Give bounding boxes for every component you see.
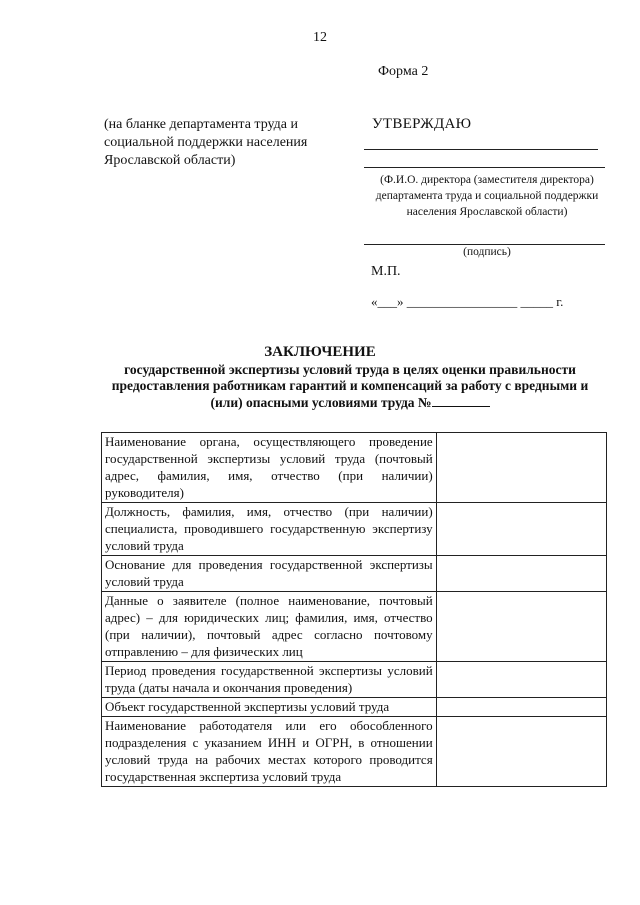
row-label: Наименование органа, осуществляющего проведение государственной экспертизы условий труда (почтовый адрес, фамилия, имя, отчество (при наличии) руководителя) bbox=[102, 433, 437, 503]
expertise-table bbox=[101, 432, 607, 787]
row-value-cell bbox=[436, 433, 606, 503]
approval-name-line-2 bbox=[364, 167, 605, 168]
row-label: Период проведения государственной экспертизы условий труда (даты начала и окончания проведения) bbox=[102, 662, 437, 698]
row-label: Должность, фамилия, имя, отчество (при наличии) специалиста, проводившего государственную экспертизу условий труда bbox=[102, 503, 437, 556]
approval-heading: УТВЕРЖДАЮ bbox=[372, 116, 472, 132]
table-row bbox=[102, 433, 607, 503]
row-value-cell bbox=[436, 717, 606, 787]
document-title: ЗАКЛЮЧЕНИЕ bbox=[264, 344, 376, 360]
row-label: Объект государственной экспертизы условий труда bbox=[102, 698, 437, 717]
row-value-cell bbox=[436, 662, 606, 698]
document-subtitle bbox=[105, 362, 595, 411]
table-row bbox=[102, 503, 607, 556]
table-row bbox=[102, 662, 607, 698]
document-subtitle-text: государственной экспертизы условий труда в целях оценки правильности предоставления работникам гарантий и компенсаций за работу с вредными и (или) опасными условиями труда № bbox=[111, 362, 589, 410]
table-row bbox=[102, 717, 607, 787]
signature-line bbox=[364, 244, 605, 245]
signature-caption: (подпись) bbox=[463, 246, 511, 258]
row-value-cell bbox=[436, 556, 606, 592]
row-label: Основание для проведения государственной экспертизы условий труда bbox=[102, 556, 437, 592]
table-row bbox=[102, 698, 607, 717]
table-row bbox=[102, 592, 607, 662]
row-value-cell bbox=[436, 592, 606, 662]
table-row bbox=[102, 556, 607, 592]
letterhead-note: (на бланке департамента труда и социальной поддержки населения Ярославской области) bbox=[104, 117, 308, 168]
number-blank bbox=[432, 394, 490, 407]
approval-date-line: «___» _________________ _____ г. bbox=[371, 294, 564, 309]
row-value-cell bbox=[436, 503, 606, 556]
stamp-label: М.П. bbox=[371, 264, 401, 279]
row-label: Наименование работодателя или его обособленного подразделения с указанием ИНН и ОГРН, в отношении условий труда на рабочих местах которого проводится государственная экспертиза условий труда bbox=[102, 717, 437, 787]
page-number: 12 bbox=[313, 30, 327, 45]
form-label: Форма 2 bbox=[378, 64, 429, 79]
approval-name-line-1 bbox=[364, 149, 598, 150]
director-caption: (Ф.И.О. директора (заместителя директора) департамента труда и социальной поддержки населения Ярославской области) bbox=[375, 174, 599, 218]
row-value-cell bbox=[436, 698, 606, 717]
row-label: Данные о заявителе (полное наименование, почтовый адрес) – для юридических лиц; фамилия, имя, отчество (при наличии), почтовый адрес согласно почтовому отправлению – для физических лиц bbox=[102, 592, 437, 662]
